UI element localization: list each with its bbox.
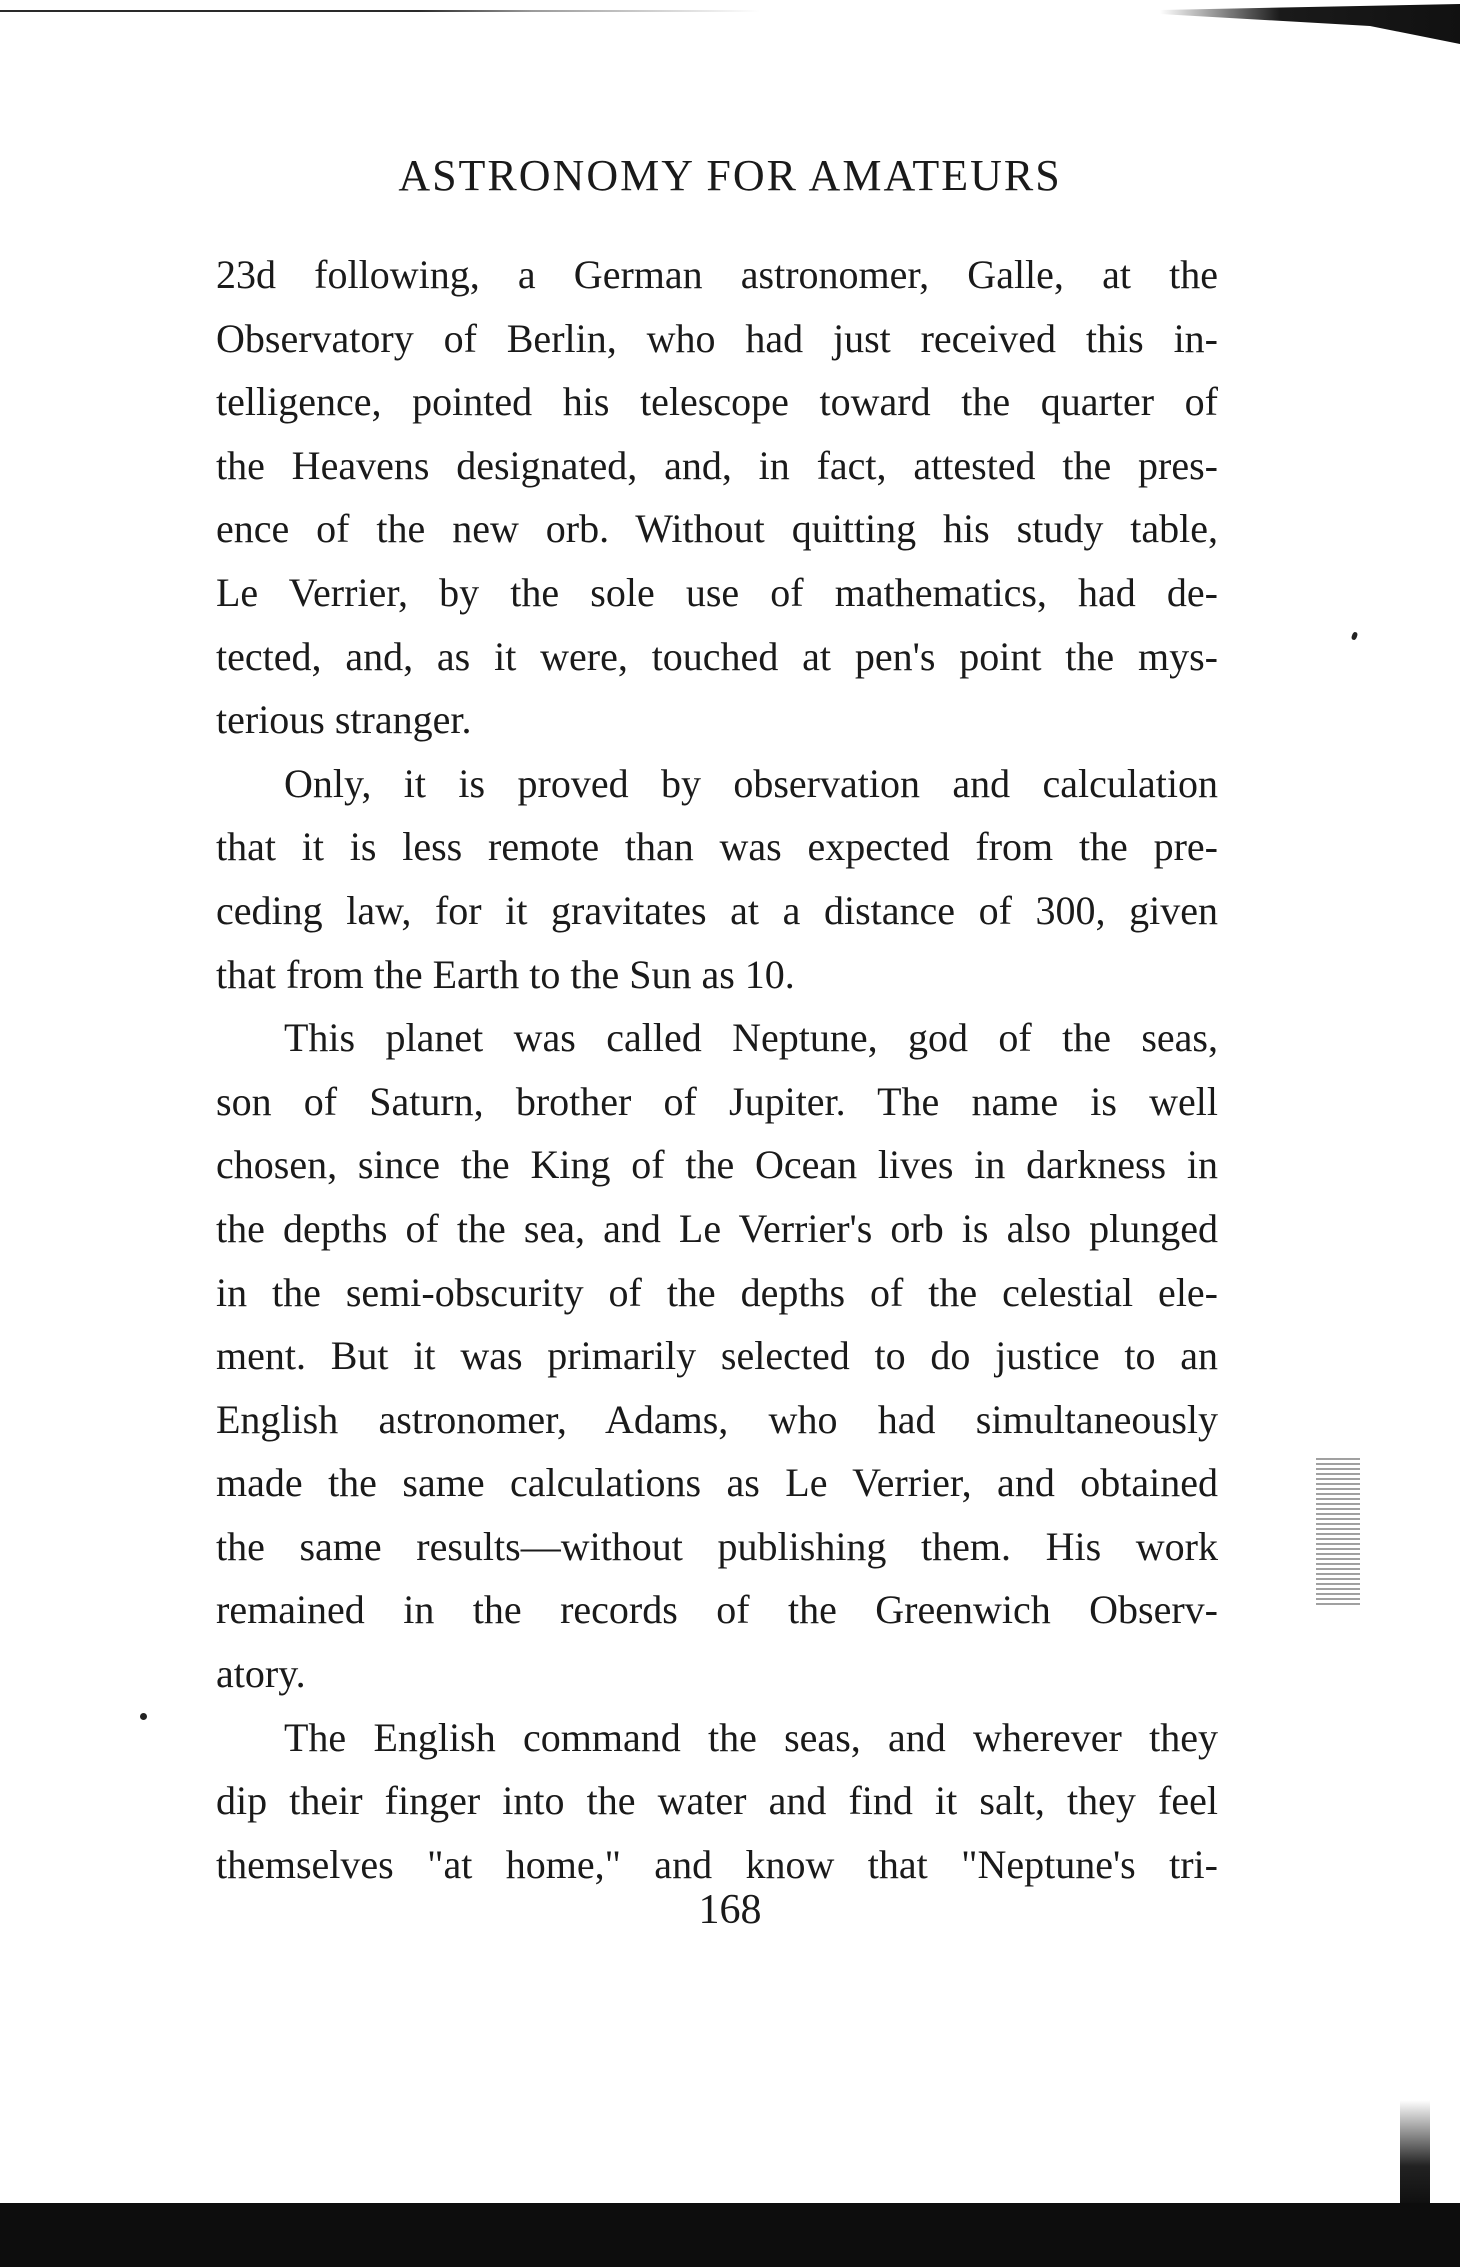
text-line: ment. But it was primarily selected to do justice to an [216,1333,1218,1379]
scan-corner-shadow [1160,4,1460,44]
text-line: Le Verrier, by the sole use of mathematics, had de- [216,569,1218,615]
text-line: themselves "at home," and know that "Neptune's tri- [216,1841,1218,1887]
text-line: Observatory of Berlin, who had just received this in- [216,315,1218,361]
text-line: remained in the records of the Greenwich Observ- [216,1587,1218,1633]
running-head: ASTRONOMY FOR AMATEURS [398,151,1062,200]
text-line: This planet was called Neptune, god of the seas, [284,1015,1218,1061]
text-line: son of Saturn, brother of Jupiter. The name is well [216,1078,1218,1124]
text-line: chosen, since the King of the Ocean lives in darkness in [216,1142,1218,1188]
text-line: tected, and, as it were, touched at pen's point the mys- [216,633,1218,679]
text-line: telligence, pointed his telescope toward the quarter of [216,379,1218,425]
text-line: that from the Earth to the Sun as 10. [216,951,795,997]
scan-speckle [1316,1455,1360,1605]
text-line: 23d following, a German astronomer, Galle, at the [216,252,1218,297]
ink-speck [1351,631,1358,640]
scan-bottom-edge [0,2203,1460,2267]
text-line: terious stranger. [216,697,472,743]
text-line: The English command the seas, and wherever they [284,1714,1218,1760]
scan-edge-rule [0,10,760,12]
body-text [216,243,1218,1896]
text-line: that it is less remote than was expected from the pre- [216,824,1218,870]
text-line: in the semi-obscurity of the depths of the celestial ele- [216,1269,1218,1315]
text-line: atory. [216,1651,306,1697]
text-line: dip their finger into the water and find it salt, they feel [216,1778,1218,1824]
text-line: Only, it is proved by observation and calculation [284,760,1218,806]
text-line: the Heavens designated, and, in fact, attested the pres- [216,442,1218,488]
text-line: ceding law, for it gravitates at a distance of 300, given [216,887,1218,933]
text-line: made the same calculations as Le Verrier, and obtained [216,1460,1218,1506]
text-line: ence of the new orb. Without quitting his study table, [216,506,1218,552]
text-line: English astronomer, Adams, who had simultaneously [216,1396,1218,1442]
page-number: 168 [698,1887,762,1933]
text-line: the same results—without publishing them. His work [216,1523,1218,1569]
scan-corner-shadow-bottom [1400,2100,1430,2210]
text-line: the depths of the sea, and Le Verrier's orb is also plunged [216,1205,1218,1251]
ink-dot [140,1713,147,1720]
